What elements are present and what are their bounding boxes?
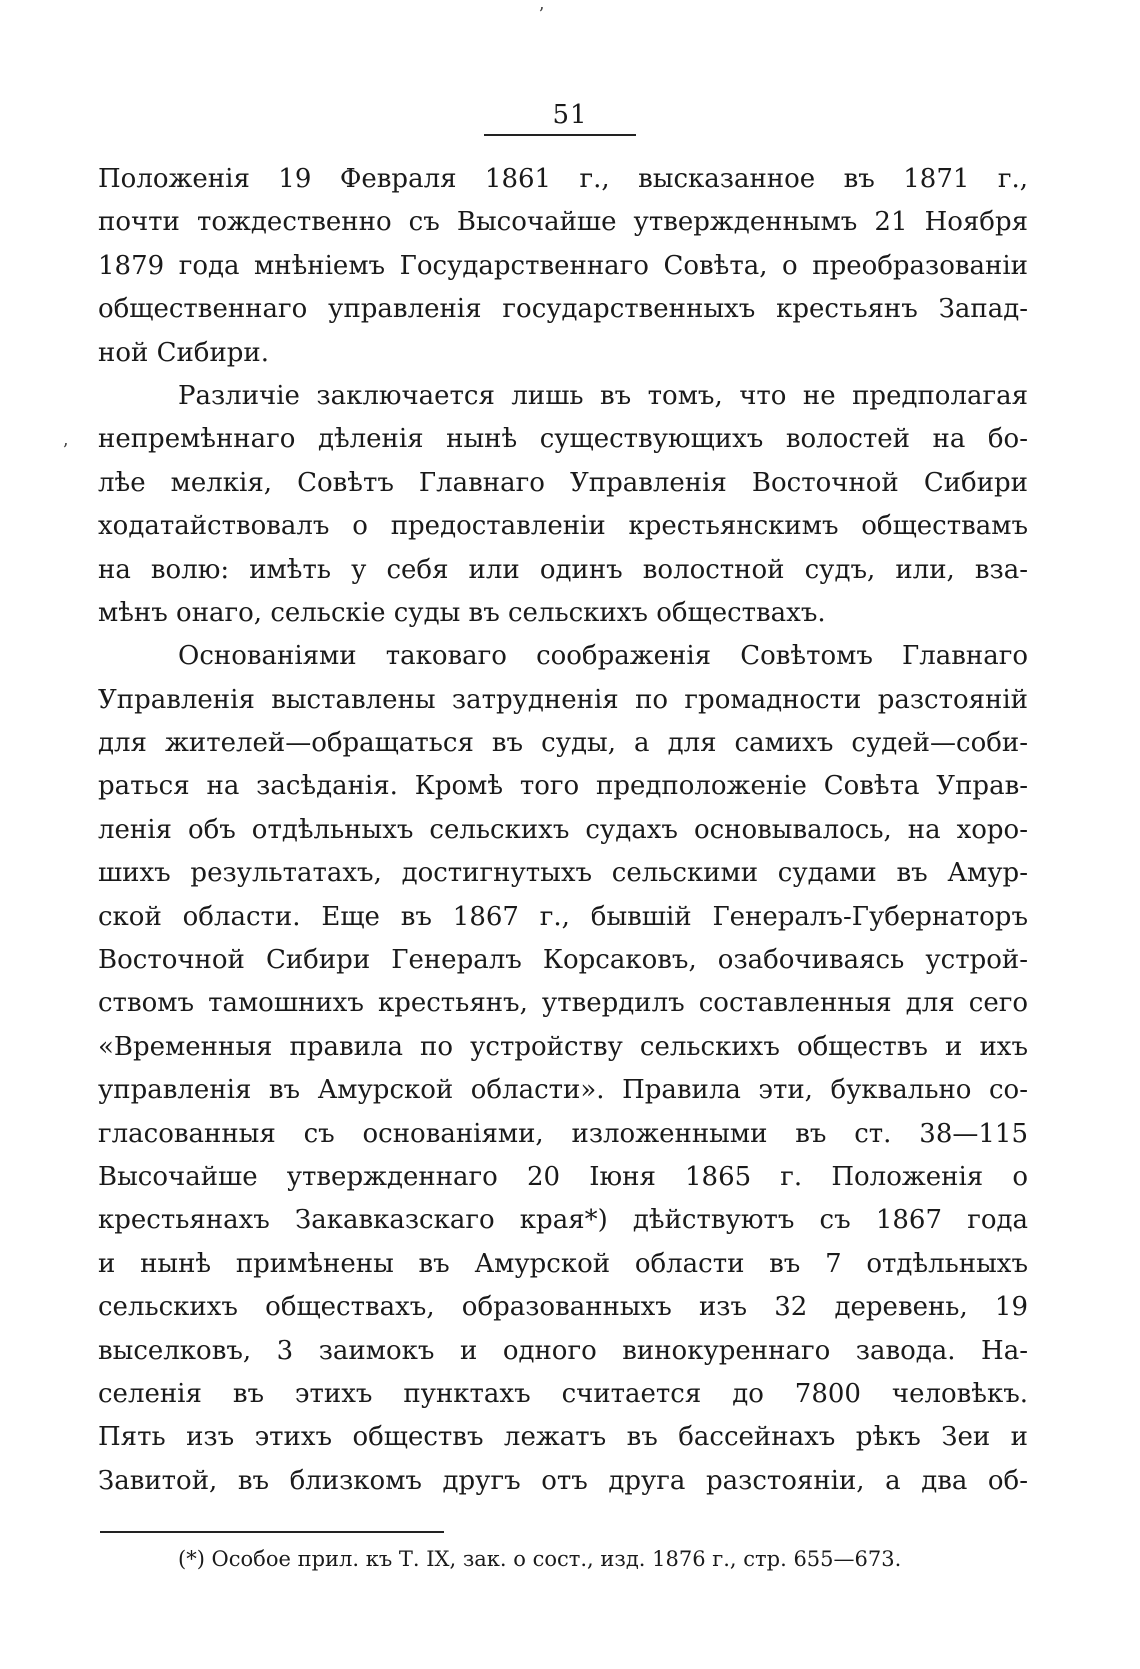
text-line: непремѣннаго дѣленія нынѣ существующихъ волостей на бо-	[98, 424, 1028, 455]
text-line: ленія объ отдѣльныхъ сельскихъ судахъ основывалось, на хоро-	[98, 814, 1028, 845]
text-line: Восточной Сибири Генералъ Корсаковъ, озабочиваясь устрой-	[98, 945, 1028, 976]
text-line: ствомъ тамошнихъ крестьянъ, утвердилъ составленныя для сего	[98, 988, 1028, 1019]
text-line: ской области. Еще въ 1867 г., бывшій Генералъ-Губернаторъ	[98, 901, 1028, 932]
text-line: ной Сибири.	[98, 337, 270, 368]
text-line: селенія въ этихъ пунктахъ считается до 7800 человѣкъ.	[98, 1378, 1028, 1409]
footnote: (*) Особое прил. къ Т. IX, зак. о сост., изд. 1876 г., стр. 655—673.	[178, 1547, 902, 1571]
text-line: ходатайствовалъ о предоставленіи крестьянскимъ обществамъ	[98, 511, 1028, 542]
text-line: 1879 года мнѣніемъ Государственнаго Совѣта, о преобразованіи	[98, 250, 1028, 281]
text-line: Основаніями таковаго соображенія Совѣтомъ Главнаго	[178, 641, 1028, 672]
text-line: Различіе заключается лишь въ томъ, что не предполагая	[178, 380, 1028, 411]
page-number: 51	[552, 100, 588, 130]
text-line: общественнаго управленія государственныхъ крестьянъ Запад-	[98, 294, 1028, 325]
text-line: и нынѣ примѣнены въ Амурской области въ 7 отдѣльныхъ	[98, 1248, 1028, 1279]
text-line: почти тождественно съ Высочайше утвержденнымъ 21 Ноября	[98, 207, 1028, 238]
footnote-rule	[100, 1531, 444, 1533]
text-line: выселковъ, 3 заимокъ и одного винокуреннаго завода. На-	[98, 1335, 1028, 1366]
text-line: шихъ результатахъ, достигнутыхъ сельскими судами въ Амур-	[98, 858, 1028, 889]
text-line: мѣнъ онаго, сельскіе суды въ сельскихъ обществахъ.	[98, 597, 826, 628]
stray-ink-mark: ʼ	[62, 440, 68, 461]
text-line: Положенія 19 Февраля 1861 г., высказанное въ 1871 г.,	[98, 164, 1028, 194]
body-text	[98, 158, 1028, 1503]
text-line: Высочайше утвержденнаго 20 Іюня 1865 г. Положенія о	[98, 1161, 1028, 1192]
text-line: управленія въ Амурской области». Правила эти, буквально со-	[98, 1075, 1028, 1106]
text-line: для жителей—обращаться въ суды, а для самихъ судей—соби-	[98, 728, 1028, 759]
text-line: сельскихъ обществахъ, образованныхъ изъ 32 деревень, 19	[98, 1292, 1028, 1323]
text-line: гласованныя съ основаніями, изложенными въ ст. 38—115	[98, 1118, 1028, 1149]
text-line: лѣе мелкія, Совѣтъ Главнаго Управленія Восточной Сибири	[98, 467, 1028, 498]
text-line: раться на засѣданія. Кромѣ того предположеніе Совѣта Управ-	[98, 771, 1028, 802]
page-number-rule	[484, 134, 636, 136]
text-line: Пять изъ этихъ обществъ лежатъ въ бассейнахъ рѣкъ Зеи и	[98, 1422, 1028, 1453]
stray-ink-mark: ʼ	[538, 4, 544, 25]
text-line: Управленія выставлены затрудненія по громадности разстояній	[98, 684, 1028, 715]
text-line: крестьянахъ Закавказскаго края*) дѣйствуютъ съ 1867 года	[98, 1205, 1028, 1236]
text-line: на волю: имѣть у себя или одинъ волостной судъ, или, вза-	[98, 554, 1028, 585]
text-line: Завитой, въ близкомъ другъ отъ друга разстояніи, а два об-	[98, 1465, 1028, 1496]
text-line: «Временныя правила по устройству сельскихъ обществъ и ихъ	[98, 1031, 1028, 1062]
